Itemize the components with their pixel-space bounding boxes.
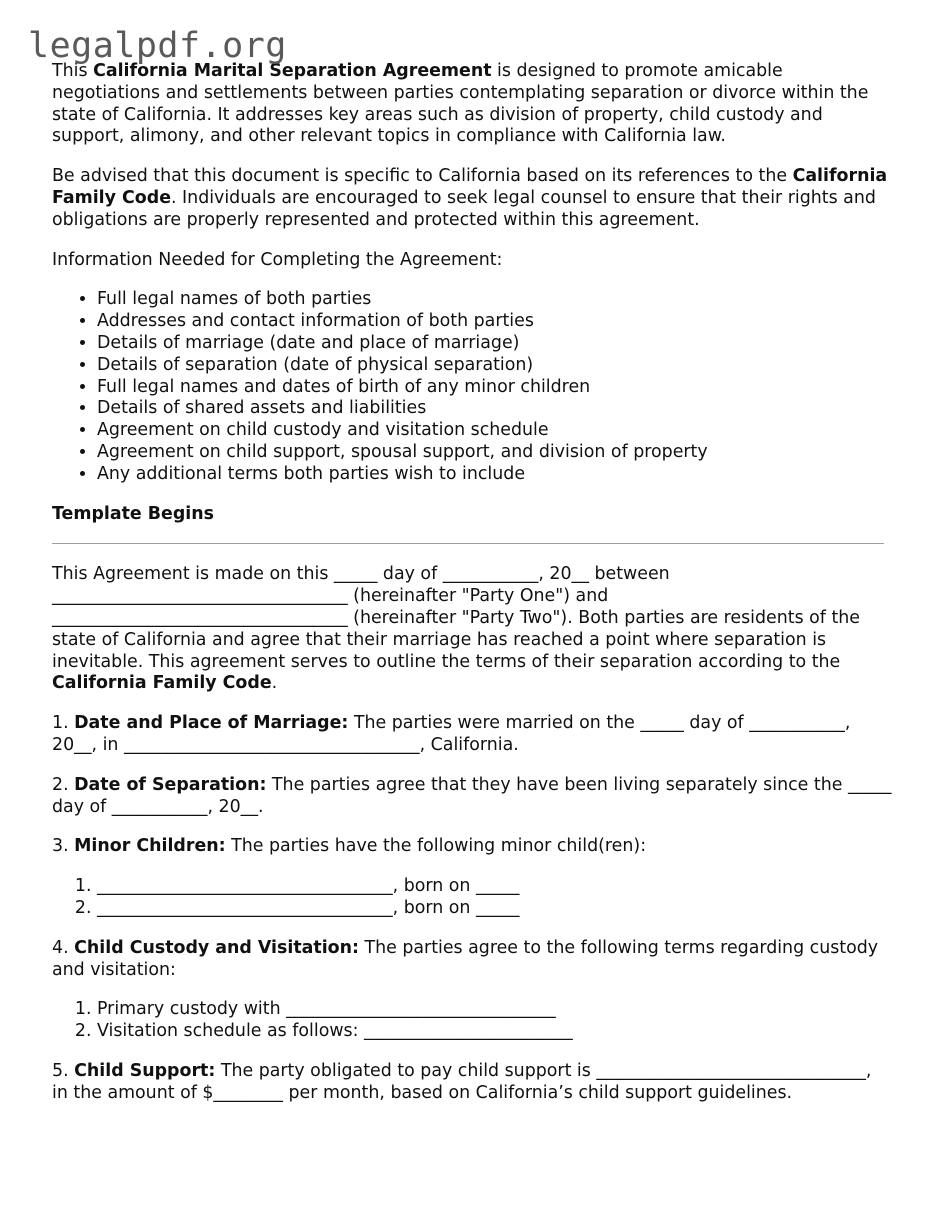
section-text: The parties were married on the _____ day of ___________, 20__, in __________________________________, California. (52, 713, 851, 755)
section-text: The parties have the following minor child(ren): (225, 836, 647, 857)
info-heading: Information Needed for Completing the Agreement: (52, 249, 503, 270)
section-text: The party obligated to pay child support is _______________________________, in the amount of $________ per month, based on California’s child support guidelines. (52, 1060, 872, 1103)
custody-list (52, 999, 892, 1043)
document-body (52, 61, 892, 1122)
list-item: • Addresses and contact information of both parties (97, 311, 892, 333)
section-text: The parties agree that they have been living separately since the _____ day of ___________, 20__. (52, 774, 892, 817)
section-2 (52, 775, 892, 819)
intro-paragraph-2 (52, 166, 892, 231)
family-code-bold: California Family Code (52, 166, 888, 208)
list-item: 2. Visitation schedule as follows: ________________________ (97, 1021, 892, 1043)
section-5 (52, 1061, 892, 1105)
divider (52, 543, 884, 544)
section-number: 5. (52, 1060, 75, 1081)
info-list (52, 289, 892, 485)
section-number: 4. (52, 937, 75, 958)
document-title-bold: California Marital Separation Agreement (93, 61, 492, 81)
section-title: Minor Children: (74, 836, 226, 857)
section-text: The parties agree to the following terms regarding custody and visitation: (52, 937, 879, 980)
list-item: • Details of separation (date of physical separation) (97, 355, 892, 377)
list-item: • Any additional terms both parties wish to include (97, 464, 892, 486)
intro-p2-text: Be advised that this document is specific to California based on its references to the (52, 166, 793, 187)
list-item: • Details of shared assets and liabilities (97, 398, 892, 420)
agreement-text-end: . (271, 673, 278, 694)
agreement-family-code-bold: California Family Code (52, 673, 272, 694)
section-3 (52, 836, 892, 858)
section-number: 3. (52, 836, 75, 857)
section-title: Date of Separation: (74, 774, 267, 795)
list-item: 1. Primary custody with _______________________________ (97, 999, 892, 1021)
section-title: Child Custody and Visitation: (74, 937, 359, 958)
intro-p1-text-rest: is designed to promote amicable negotiations and settlements between parties contemplating separation or divorce within the state of California. It addresses key areas such as division of property, child custody and support, alimony, and other relevant topics in compliance with California law. (52, 61, 869, 147)
list-item: • Full legal names of both parties (97, 289, 892, 311)
list-item: 2. __________________________________, born on _____ (97, 898, 892, 920)
agreement-paragraph (52, 564, 892, 695)
children-list (52, 876, 892, 920)
list-item: 1. __________________________________, born on _____ (97, 876, 892, 898)
section-4 (52, 938, 892, 982)
section-number: 1. (52, 713, 75, 734)
agreement-text: This Agreement is made on this _____ day of ___________, 20__ between __________________________________ (hereinafter "Party One") and __________________________________ (hereinafter "Party Two"). Both parties are residents of the state of California and agree that their marriage has reached a point where separation is inevitable. This agreement serves to outline the terms of their separation according to the (52, 564, 860, 672)
section-number: 2. (52, 774, 75, 795)
template-begins-heading: Template Begins (52, 503, 214, 524)
list-item: • Full legal names and dates of birth of any minor children (97, 377, 892, 399)
intro-p2-text-rest: . Individuals are encouraged to seek legal counsel to ensure that their rights and obligations are properly represented and protected within this agreement. (52, 187, 876, 230)
intro-paragraph-1 (52, 61, 892, 148)
list-item: • Agreement on child support, spousal support, and division of property (97, 442, 892, 464)
list-item: • Details of marriage (date and place of marriage) (97, 333, 892, 355)
section-title: Child Support: (74, 1060, 216, 1081)
section-title: Date and Place of Marriage: (74, 713, 349, 734)
section-1 (52, 713, 892, 757)
intro-p1-text: This (52, 61, 94, 81)
watermark-logo: legalpdf.org (28, 26, 287, 66)
list-item: • Agreement on child custody and visitation schedule (97, 420, 892, 442)
